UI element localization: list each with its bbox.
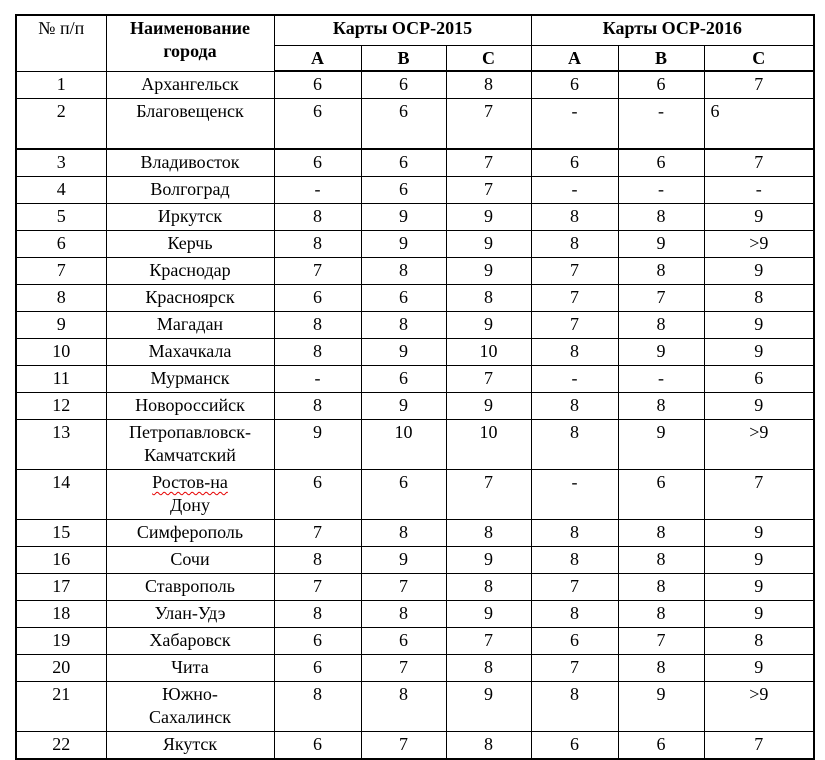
intensity-value-cell: 9 [618, 231, 704, 258]
city-name-cell [106, 520, 274, 547]
row-number-cell: 9 [16, 312, 106, 339]
intensity-value-cell: 8 [618, 204, 704, 231]
intensity-value-cell: 6 [361, 149, 446, 177]
city-name-text: Махачкала [148, 341, 232, 361]
intensity-value-cell: 8 [531, 393, 618, 420]
intensity-value-cell: 9 [618, 682, 704, 732]
intensity-value-cell: 7 [361, 655, 446, 682]
intensity-value-cell: 8 [531, 204, 618, 231]
table-row [16, 366, 814, 393]
city-name-cell [106, 574, 274, 601]
intensity-value-cell: 8 [274, 601, 361, 628]
intensity-value-cell: 8 [274, 682, 361, 732]
intensity-value-cell: 7 [704, 470, 814, 520]
table-row [16, 71, 814, 99]
intensity-value-cell: 8 [704, 285, 814, 312]
intensity-value-cell: 9 [446, 682, 531, 732]
intensity-value-cell: 9 [361, 547, 446, 574]
intensity-value-cell: 9 [446, 231, 531, 258]
table-row [16, 312, 814, 339]
intensity-value-cell: - [618, 366, 704, 393]
intensity-value-cell: >9 [704, 682, 814, 732]
intensity-value-cell: 9 [704, 655, 814, 682]
intensity-value-cell: 7 [361, 574, 446, 601]
intensity-value-cell: 8 [618, 258, 704, 285]
intensity-value-cell: - [531, 470, 618, 520]
intensity-value-cell: 6 [618, 149, 704, 177]
intensity-value-cell: 6 [274, 628, 361, 655]
intensity-value-cell: 6 [531, 71, 618, 99]
intensity-value-cell: 6 [531, 628, 618, 655]
table-row [16, 204, 814, 231]
intensity-value-cell: 9 [704, 312, 814, 339]
intensity-value-cell: 8 [274, 393, 361, 420]
intensity-value-cell: 9 [446, 547, 531, 574]
city-name-text: Волгоград [150, 179, 230, 199]
city-name-text: Керчь [167, 233, 213, 253]
intensity-value-cell: 8 [274, 204, 361, 231]
header-subcol-2016-c: C [704, 46, 814, 72]
intensity-value-cell: 7 [618, 628, 704, 655]
intensity-value-cell: 7 [446, 628, 531, 655]
city-name-text: Красноярск [145, 287, 235, 307]
row-number-cell: 19 [16, 628, 106, 655]
intensity-value-cell: 7 [704, 732, 814, 760]
intensity-value-cell: 10 [446, 339, 531, 366]
row-number-cell: 21 [16, 682, 106, 732]
intensity-value-cell: 6 [361, 71, 446, 99]
row-number-cell: 1 [16, 71, 106, 99]
table-row [16, 99, 814, 150]
city-name-text: Южно- [162, 684, 218, 704]
city-name-cell [106, 231, 274, 258]
intensity-value-cell: 8 [531, 601, 618, 628]
city-name-cell [106, 470, 274, 520]
intensity-value-cell: 9 [446, 258, 531, 285]
row-number-cell: 17 [16, 574, 106, 601]
intensity-value-cell: - [274, 366, 361, 393]
intensity-value-cell: >9 [704, 231, 814, 258]
intensity-value-cell: 7 [531, 258, 618, 285]
intensity-value-cell: - [531, 177, 618, 204]
intensity-value-cell: - [618, 99, 704, 150]
header-group-osr-2015: Карты ОСР-2015 [274, 15, 531, 46]
intensity-value-cell: 8 [274, 231, 361, 258]
intensity-value-cell: 7 [446, 177, 531, 204]
intensity-value-cell: 9 [618, 420, 704, 470]
row-number-cell: 14 [16, 470, 106, 520]
intensity-value-cell: 9 [361, 204, 446, 231]
intensity-value-cell: 6 [274, 655, 361, 682]
header-subcol-2015-a: A [274, 46, 361, 72]
intensity-value-cell: 9 [704, 574, 814, 601]
seismic-intensity-table [15, 14, 815, 760]
intensity-value-cell: 9 [361, 393, 446, 420]
intensity-value-cell: 8 [361, 258, 446, 285]
city-name-text: Мурманск [150, 368, 230, 388]
intensity-value-cell: 6 [274, 71, 361, 99]
table-row [16, 470, 814, 520]
intensity-value-cell: 6 [361, 366, 446, 393]
intensity-value-cell: 7 [274, 520, 361, 547]
city-name-text: Дону [170, 495, 210, 515]
intensity-value-cell: 9 [274, 420, 361, 470]
intensity-value-cell: 7 [618, 285, 704, 312]
intensity-value-cell: 9 [361, 339, 446, 366]
table-row [16, 339, 814, 366]
city-name-text: Сочи [170, 549, 210, 569]
table-row [16, 732, 814, 760]
intensity-value-cell: 7 [446, 470, 531, 520]
city-name-cell [106, 655, 274, 682]
intensity-value-cell: 9 [446, 393, 531, 420]
city-name-cell [106, 177, 274, 204]
table-row [16, 520, 814, 547]
intensity-value-cell: 8 [274, 312, 361, 339]
intensity-value-cell: 6 [704, 99, 814, 150]
city-name-cell [106, 204, 274, 231]
intensity-value-cell: 6 [361, 628, 446, 655]
intensity-value-cell: 7 [361, 732, 446, 760]
row-number-cell: 12 [16, 393, 106, 420]
city-name-cell [106, 99, 274, 150]
intensity-value-cell: 9 [704, 520, 814, 547]
table-row [16, 574, 814, 601]
table-row [16, 628, 814, 655]
city-name-cell [106, 601, 274, 628]
intensity-value-cell: 7 [274, 574, 361, 601]
city-name-text: Хабаровск [149, 630, 231, 650]
header-subcol-2015-c: C [446, 46, 531, 72]
intensity-value-cell: 7 [446, 99, 531, 150]
intensity-value-cell: 6 [361, 99, 446, 150]
intensity-value-cell: 6 [361, 285, 446, 312]
intensity-value-cell: 8 [618, 655, 704, 682]
row-number-cell: 22 [16, 732, 106, 760]
city-name-text: Новороссийск [135, 395, 245, 415]
city-name-text: Иркутск [157, 206, 223, 226]
intensity-value-cell: 8 [446, 285, 531, 312]
row-number-cell: 2 [16, 99, 106, 150]
city-name-text: Краснодар [149, 260, 231, 280]
row-number-cell: 15 [16, 520, 106, 547]
intensity-value-cell: 6 [618, 470, 704, 520]
header-city-column: Наименование города [106, 15, 274, 71]
city-name-cell [106, 420, 274, 470]
city-name-cell [106, 628, 274, 655]
intensity-value-cell: 8 [531, 520, 618, 547]
intensity-value-cell: 8 [361, 312, 446, 339]
city-name-cell [106, 682, 274, 732]
header-group-row [16, 15, 814, 46]
table-row [16, 285, 814, 312]
city-name-text: Улан-Удэ [154, 603, 226, 623]
table-row [16, 682, 814, 732]
intensity-value-cell: 8 [274, 547, 361, 574]
city-name-cell [106, 732, 274, 760]
city-name-text: Петропавловск- [128, 422, 252, 442]
city-name-misspelled-text: Ростов-на [152, 472, 228, 492]
intensity-value-cell: 8 [446, 574, 531, 601]
header-number-column: № п/п [16, 15, 106, 71]
intensity-value-cell: 10 [361, 420, 446, 470]
intensity-value-cell: 7 [531, 655, 618, 682]
intensity-value-cell: 7 [446, 149, 531, 177]
city-name-text: Симферополь [136, 522, 244, 542]
intensity-value-cell: >9 [704, 420, 814, 470]
row-number-cell: 18 [16, 601, 106, 628]
intensity-value-cell: 6 [274, 99, 361, 150]
intensity-value-cell: 8 [446, 732, 531, 760]
intensity-value-cell: 9 [361, 231, 446, 258]
intensity-value-cell: 6 [704, 366, 814, 393]
intensity-value-cell: 6 [618, 71, 704, 99]
intensity-value-cell: 9 [704, 339, 814, 366]
intensity-value-cell: 9 [704, 547, 814, 574]
intensity-value-cell: 7 [531, 574, 618, 601]
intensity-value-cell: 9 [704, 258, 814, 285]
intensity-value-cell: 7 [704, 149, 814, 177]
intensity-value-cell: - [274, 177, 361, 204]
table-row [16, 258, 814, 285]
intensity-value-cell: 7 [274, 258, 361, 285]
row-number-cell: 6 [16, 231, 106, 258]
intensity-value-cell: 7 [531, 312, 618, 339]
intensity-value-cell: - [618, 177, 704, 204]
intensity-value-cell: 8 [531, 420, 618, 470]
row-number-cell: 11 [16, 366, 106, 393]
table-row [16, 393, 814, 420]
table-row [16, 149, 814, 177]
table-row [16, 547, 814, 574]
header-group-osr-2016: Карты ОСР-2016 [531, 15, 814, 46]
intensity-value-cell: 7 [531, 285, 618, 312]
intensity-value-cell: 9 [704, 204, 814, 231]
city-name-cell [106, 393, 274, 420]
intensity-value-cell: 8 [531, 547, 618, 574]
header-subcol-2016-b: B [618, 46, 704, 72]
row-number-cell: 20 [16, 655, 106, 682]
header-subcol-2016-a: A [531, 46, 618, 72]
intensity-value-cell: 8 [618, 393, 704, 420]
row-number-cell: 16 [16, 547, 106, 574]
city-name-cell [106, 339, 274, 366]
row-number-cell: 8 [16, 285, 106, 312]
intensity-value-cell: 6 [531, 149, 618, 177]
row-number-cell: 7 [16, 258, 106, 285]
intensity-value-cell: 8 [618, 547, 704, 574]
city-name-text: Ставрополь [145, 576, 235, 596]
city-name-cell [106, 547, 274, 574]
intensity-value-cell: 8 [704, 628, 814, 655]
intensity-value-cell: 8 [531, 339, 618, 366]
intensity-value-cell: 8 [446, 655, 531, 682]
intensity-value-cell: 8 [274, 339, 361, 366]
intensity-value-cell: 7 [704, 71, 814, 99]
table-row [16, 601, 814, 628]
city-name-text: Якутск [162, 734, 218, 754]
intensity-value-cell: 8 [618, 312, 704, 339]
row-number-cell: 13 [16, 420, 106, 470]
intensity-value-cell: 8 [446, 520, 531, 547]
intensity-value-cell: 6 [361, 470, 446, 520]
intensity-value-cell: 6 [361, 177, 446, 204]
table-row [16, 655, 814, 682]
intensity-value-cell: 8 [446, 71, 531, 99]
city-name-text: Архангельск [141, 73, 239, 94]
intensity-value-cell: 8 [531, 682, 618, 732]
intensity-value-cell: 8 [618, 574, 704, 601]
intensity-value-cell: 9 [704, 393, 814, 420]
intensity-value-cell: 6 [274, 732, 361, 760]
intensity-value-cell: 8 [618, 601, 704, 628]
intensity-value-cell: 9 [446, 204, 531, 231]
header-subcol-2015-b: B [361, 46, 446, 72]
intensity-value-cell: 6 [274, 285, 361, 312]
city-name-cell [106, 71, 274, 99]
intensity-value-cell: 8 [361, 520, 446, 547]
city-name-text: Владивосток [140, 152, 240, 172]
city-name-text: Чита [171, 657, 209, 677]
city-name-cell [106, 149, 274, 177]
intensity-value-cell: - [704, 177, 814, 204]
row-number-cell: 5 [16, 204, 106, 231]
row-number-cell: 3 [16, 149, 106, 177]
city-name-text: Сахалинск [149, 707, 231, 727]
table-row [16, 420, 814, 470]
intensity-value-cell: 8 [361, 601, 446, 628]
city-name-text: Благовещенск [136, 101, 244, 121]
intensity-value-cell: 6 [531, 732, 618, 760]
intensity-value-cell: - [531, 366, 618, 393]
intensity-value-cell: 6 [274, 149, 361, 177]
intensity-value-cell: 8 [361, 682, 446, 732]
intensity-value-cell: 8 [618, 520, 704, 547]
intensity-value-cell: 9 [446, 601, 531, 628]
city-name-text: Камчатский [144, 445, 236, 465]
intensity-value-cell: 9 [446, 312, 531, 339]
intensity-value-cell: 10 [446, 420, 531, 470]
city-name-cell [106, 258, 274, 285]
intensity-value-cell: 9 [704, 601, 814, 628]
city-name-cell [106, 366, 274, 393]
table-row [16, 231, 814, 258]
row-number-cell: 10 [16, 339, 106, 366]
intensity-value-cell: - [531, 99, 618, 150]
intensity-value-cell: 6 [618, 732, 704, 760]
intensity-value-cell: 7 [446, 366, 531, 393]
intensity-value-cell: 9 [618, 339, 704, 366]
intensity-value-cell: 6 [274, 470, 361, 520]
city-name-cell [106, 312, 274, 339]
city-name-text: Магадан [156, 314, 224, 334]
city-name-cell [106, 285, 274, 312]
row-number-cell: 4 [16, 177, 106, 204]
intensity-value-cell: 8 [531, 231, 618, 258]
table-row [16, 177, 814, 204]
